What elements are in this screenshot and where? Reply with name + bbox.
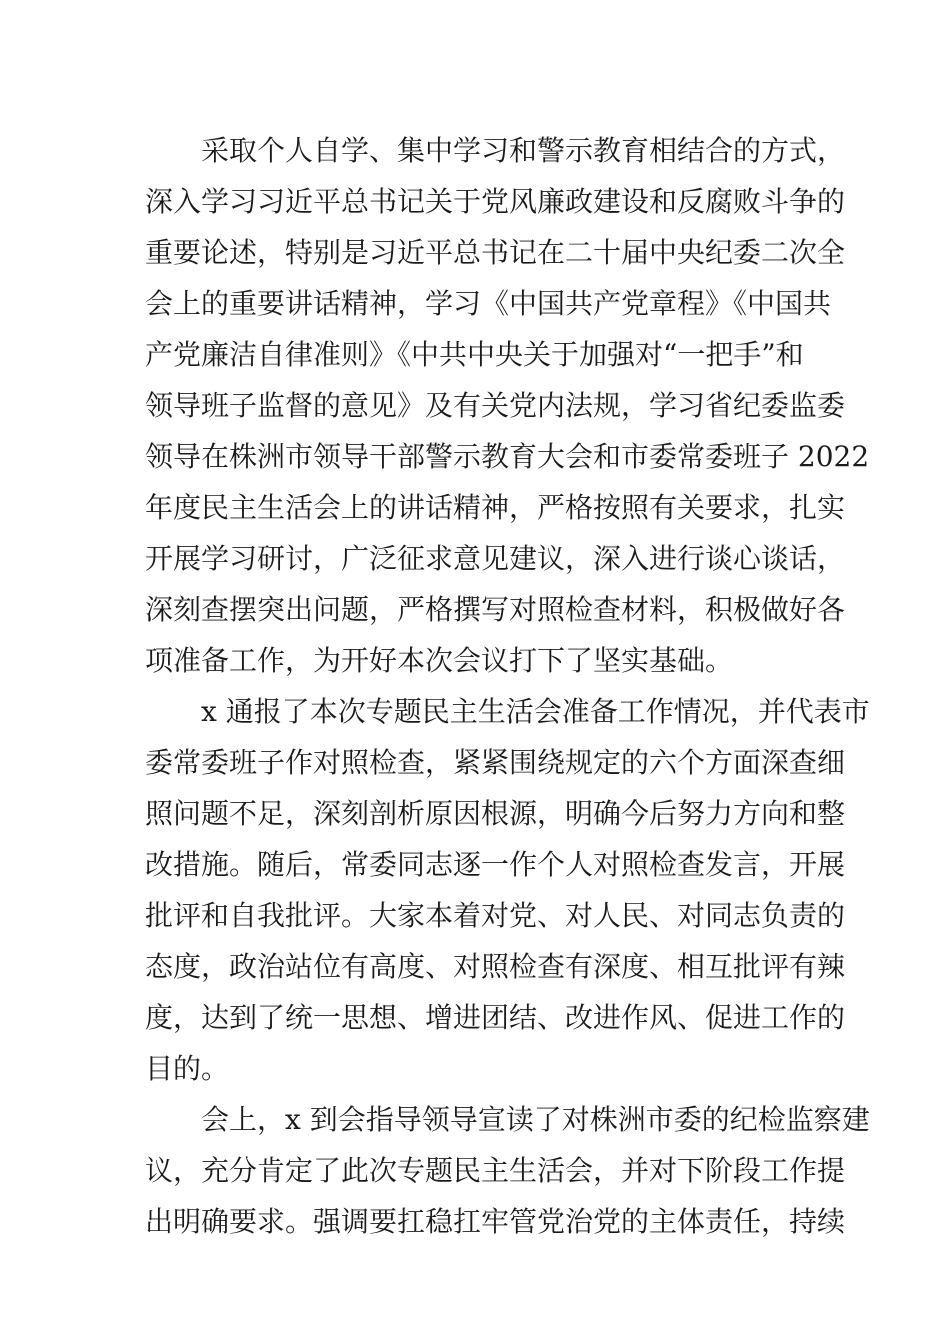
text-line: 采取个人自学、集中学习和警示教育相结合的方式，	[145, 134, 846, 167]
text-line: 年度民主生活会上的讲话精神，严格按照有关要求，扎实	[145, 491, 846, 524]
text-line: 批评和自我批评。大家本着对党、对人民、对同志负责的	[145, 899, 846, 932]
text-line: 会上的重要讲话精神，学习《中国共产党章程》《中国共	[145, 287, 832, 320]
text-line: 照问题不足，深刻剖析原因根源，明确今后努力方向和整	[145, 797, 846, 830]
text-line: 议，充分肯定了此次专题民主生活会，并对下阶段工作提	[145, 1154, 846, 1187]
text-line: 产党廉洁自律准则》《中共中央关于加强对“一把手”和	[145, 338, 804, 371]
text-line: 出明确要求。强调要扛稳扛牢管党治党的主体责任，持续	[145, 1205, 846, 1238]
text-line: 领导班子监督的意见》及有关党内法规，学习省纪委监委	[145, 389, 846, 422]
text-line: 会上，x 到会指导领导宣读了对株洲市委的纪检监察建	[145, 1103, 870, 1136]
text-line: 深入学习习近平总书记关于党风廉政建设和反腐败斗争的	[145, 185, 846, 218]
text-line: 度，达到了统一思想、增进团结、改进作风、促进工作的	[145, 1001, 846, 1034]
text-line: 领导在株洲市领导干部警示教育大会和市委常委班子 2022	[145, 440, 870, 473]
text-line: x 通报了本次专题民主生活会准备工作情况，并代表市	[145, 695, 870, 728]
text-line: 深刻查摆突出问题，严格撰写对照检查材料，积极做好各	[145, 593, 846, 626]
text-line: 态度，政治站位有高度、对照检查有深度、相互批评有辣	[145, 950, 846, 983]
text-line: 委常委班子作对照检查，紧紧围绕规定的六个方面深查细	[145, 746, 846, 779]
text-line: 开展学习研讨，广泛征求意见建议，深入进行谈心谈话，	[145, 542, 846, 575]
text-line: 改措施。随后，常委同志逐一作个人对照检查发言，开展	[145, 848, 846, 881]
text-line: 重要论述，特别是习近平总书记在二十届中央纪委二次全	[145, 236, 846, 269]
text-line: 项准备工作，为开好本次会议打下了坚实基础。	[145, 644, 734, 677]
text-line: 目的。	[145, 1052, 230, 1085]
